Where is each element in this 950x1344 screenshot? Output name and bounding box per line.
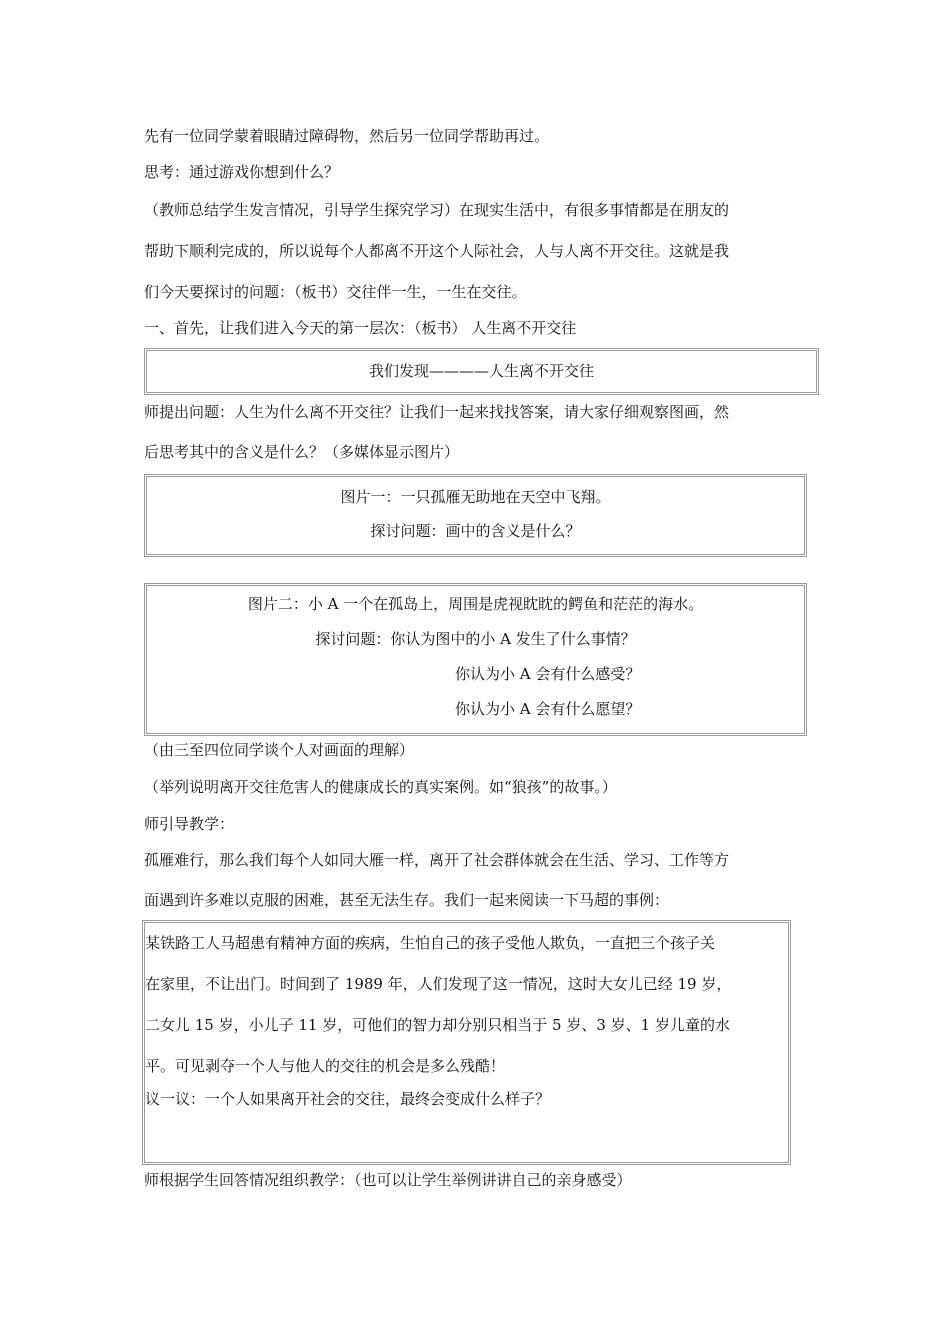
paragraph-lone-goose-2: 面遇到许多难以克服的困难，甚至无法生存。我们一起来阅读一下马超的事例： bbox=[144, 891, 670, 909]
callout-box-discovery bbox=[144, 348, 819, 395]
paragraph-game-description: 先有一位同学蒙着眼睛过障碍物，然后另一位同学帮助再过。 bbox=[144, 127, 550, 145]
paragraph-teacher-summary-3: 们今天要探讨的问题：（板书）交往伴一生，一生在交往。 bbox=[144, 283, 527, 301]
picture-two-question-2: 你认为小 A 会有什么感受？ bbox=[455, 665, 641, 683]
picture-two-description: 图片二：小 A 一个在孤岛上，周围是虎视眈眈的鳄鱼和茫茫的海水。 bbox=[247, 595, 704, 613]
paragraph-lone-goose-1: 孤雁难行，那么我们每个人如同大雁一样，离开了社会群体就会在生活、学习、工作等方 bbox=[144, 851, 730, 869]
picture-two-box bbox=[144, 583, 807, 736]
case-line-1: 某铁路工人马超患有精神方面的疾病，生怕自己的孩子受他人欺负，一直把三个孩子关 bbox=[145, 934, 716, 952]
case-line-3: 二女儿 15 岁，小儿子 11 岁，可他们的智力却分别只相当于 5 岁、3 岁、1 岁儿童的水 bbox=[145, 1016, 730, 1034]
case-line-4: 平。可见剥夺一个人与他人的交往的机会是多么残酷！ bbox=[145, 1057, 506, 1075]
picture-one-question: 探讨问题：画中的含义是什么？ bbox=[370, 522, 581, 540]
paragraph-teacher-guide: 师引导教学： bbox=[144, 815, 235, 833]
case-line-2: 在家里，不让出门。时间到了 1989 年，人们发现了这一情况，这时大女儿已经 19 岁， bbox=[145, 975, 732, 993]
picture-two-question-1: 探讨问题：你认为图中的小 A 发生了什么事情？ bbox=[315, 630, 636, 648]
picture-two-question-3: 你认为小 A 会有什么愿望？ bbox=[455, 700, 641, 718]
paragraph-wolf-child-example: （举列说明离开交往危害人的健康成长的真实案例。如“狼孩”的故事。） bbox=[144, 778, 617, 796]
paragraph-teacher-question-1: 师提出问题：人生为什么离不开交往？让我们一起来找找答案，请大家仔细观察图画，然 bbox=[144, 403, 730, 421]
section-heading-first-level: 一、首先，让我们进入今天的第一层次：（板书） 人生离不开交往 bbox=[144, 319, 577, 337]
discussion-question: 议一议：一个人如果离开社会的交往，最终会变成什么样子？ bbox=[145, 1090, 551, 1108]
paragraph-thinking-question: 思考：通过游戏你想到什么？ bbox=[144, 163, 340, 181]
paragraph-student-discussion: （由三至四位同学谈个人对画面的理解） bbox=[144, 741, 415, 759]
paragraph-teacher-organize: 师根据学生回答情况组织教学：（也可以让学生举例讲讲自己的亲身感受） bbox=[144, 1171, 632, 1189]
paragraph-teacher-summary-1: （教师总结学生发言情况，引导学生探究学习）在现实生活中，有很多事情都是在朋友的 bbox=[144, 201, 730, 219]
picture-one-box bbox=[144, 474, 807, 557]
paragraph-teacher-question-2: 后思考其中的含义是什么？（多媒体显示图片） bbox=[144, 443, 460, 461]
picture-one-description: 图片一：一只孤雁无助地在天空中飞翔。 bbox=[340, 488, 611, 506]
ma-chao-case-box bbox=[142, 920, 791, 1165]
callout-text: 我们发现————人生离不开交往 bbox=[368, 362, 594, 380]
paragraph-teacher-summary-2: 帮助下顺利完成的，所以说每个人都离不开这个人际社会，人与人离不开交往。这就是我 bbox=[144, 242, 730, 260]
